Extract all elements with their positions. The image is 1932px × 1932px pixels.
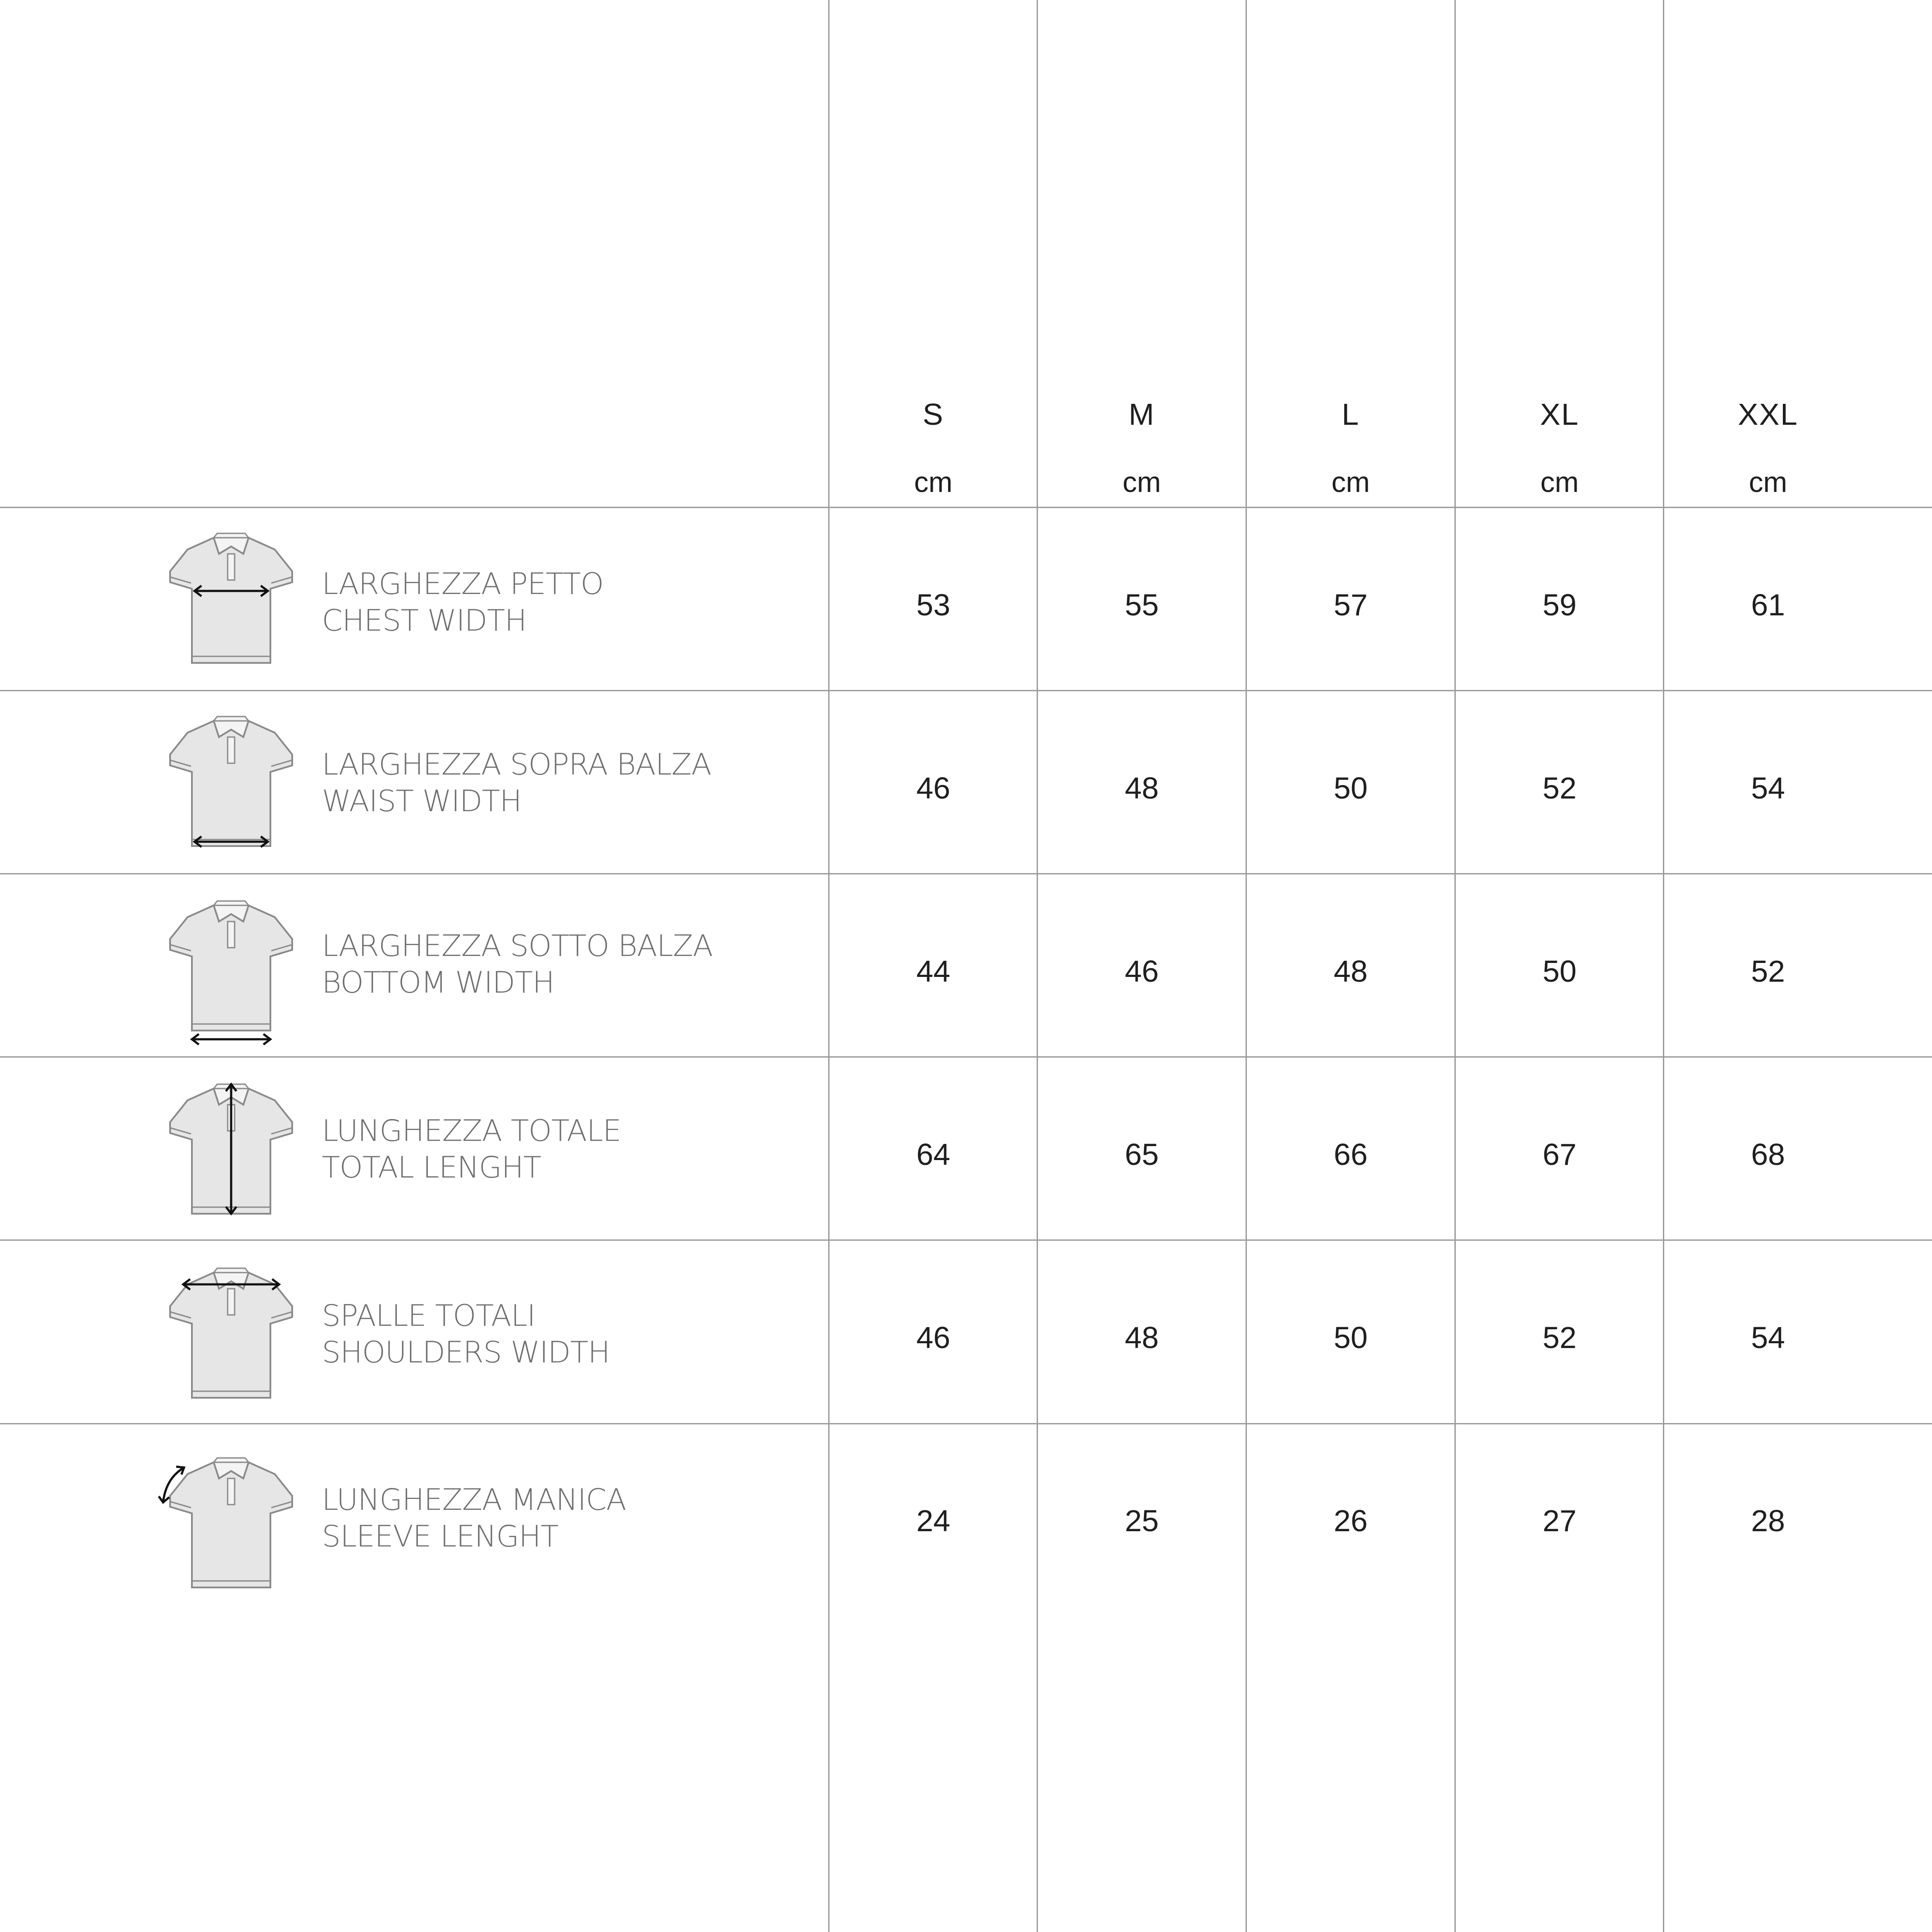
cell-value: 46 xyxy=(916,1321,950,1355)
cell-value: 65 xyxy=(1125,1137,1159,1171)
label-english: WAIST WIDTH xyxy=(322,784,522,819)
cell-value: 28 xyxy=(1751,1504,1785,1538)
cell-value: 52 xyxy=(1543,771,1577,805)
unit-label: cm xyxy=(914,466,952,498)
cell-value: 53 xyxy=(916,588,950,622)
size-header-s: S xyxy=(922,397,944,431)
row-label xyxy=(322,566,802,639)
bottom-width-icon xyxy=(161,898,301,1041)
cell-value: 67 xyxy=(1543,1137,1577,1171)
cell-value: 24 xyxy=(916,1504,950,1538)
cell-value: 66 xyxy=(1334,1137,1368,1171)
cell-value: 59 xyxy=(1543,588,1577,622)
size-header-xl: XL xyxy=(1540,397,1579,431)
row-divider xyxy=(0,690,1932,691)
waist-width-icon xyxy=(161,713,301,857)
chest-width-icon xyxy=(161,530,301,674)
cell-value: 27 xyxy=(1543,1504,1577,1538)
row-divider xyxy=(0,1056,1932,1058)
row-label xyxy=(322,1113,802,1186)
row-divider xyxy=(0,1239,1932,1241)
total-length-icon xyxy=(161,1081,301,1225)
row-label xyxy=(322,1298,802,1371)
label-italian: LARGHEZZA PETTO xyxy=(322,567,604,601)
size-header-l: L xyxy=(1341,397,1360,431)
cell-value: 48 xyxy=(1125,771,1159,805)
unit-label: cm xyxy=(1540,466,1579,498)
size-header-m: M xyxy=(1128,397,1155,431)
size-header-xxl: XXL xyxy=(1737,397,1799,431)
cell-value: 46 xyxy=(1125,954,1159,988)
cell-value: 57 xyxy=(1334,588,1368,622)
cell-value: 50 xyxy=(1543,954,1577,988)
cell-value: 52 xyxy=(1543,1321,1577,1355)
row-divider xyxy=(0,1423,1932,1424)
label-english: BOTTOM WIDTH xyxy=(322,966,554,1000)
cell-value: 55 xyxy=(1125,588,1159,622)
cell-value: 54 xyxy=(1751,1321,1785,1355)
cell-value: 26 xyxy=(1334,1504,1368,1538)
label-italian: LUNGHEZZA TOTALE xyxy=(322,1114,621,1148)
cell-value: 50 xyxy=(1334,1321,1368,1355)
label-italian: SPALLE TOTALI xyxy=(322,1299,536,1333)
label-italian: LARGHEZZA SOPRA BALZA xyxy=(322,748,711,782)
sleeve-length-icon xyxy=(161,1454,301,1598)
label-english: SLEEVE LENGHT xyxy=(322,1519,559,1554)
cell-value: 68 xyxy=(1751,1137,1785,1171)
label-english: TOTAL LENGHT xyxy=(322,1150,541,1185)
cell-value: 46 xyxy=(916,771,950,805)
cell-value: 48 xyxy=(1125,1321,1159,1355)
label-italian: LARGHEZZA SOTTO BALZA xyxy=(322,929,713,963)
cell-value: 50 xyxy=(1334,771,1368,805)
cell-value: 61 xyxy=(1751,588,1785,622)
shoulders-width-icon xyxy=(161,1265,301,1409)
unit-label: cm xyxy=(1123,466,1161,498)
unit-label: cm xyxy=(1749,466,1787,498)
cell-value: 25 xyxy=(1125,1504,1159,1538)
cell-value: 48 xyxy=(1334,954,1368,988)
row-label xyxy=(322,1482,802,1555)
row-divider xyxy=(0,507,1932,508)
label-english: CHEST WIDTH xyxy=(322,604,527,638)
cell-value: 52 xyxy=(1751,954,1785,988)
cell-value: 64 xyxy=(916,1137,950,1171)
row-divider xyxy=(0,873,1932,874)
row-label xyxy=(322,928,802,1001)
row-label xyxy=(322,747,802,820)
unit-label: cm xyxy=(1331,466,1370,498)
label-english: SHOULDERS WIDTH xyxy=(322,1335,610,1370)
cell-value: 44 xyxy=(916,954,950,988)
label-italian: LUNGHEZZA MANICA xyxy=(322,1483,626,1517)
cell-value: 54 xyxy=(1751,771,1785,805)
